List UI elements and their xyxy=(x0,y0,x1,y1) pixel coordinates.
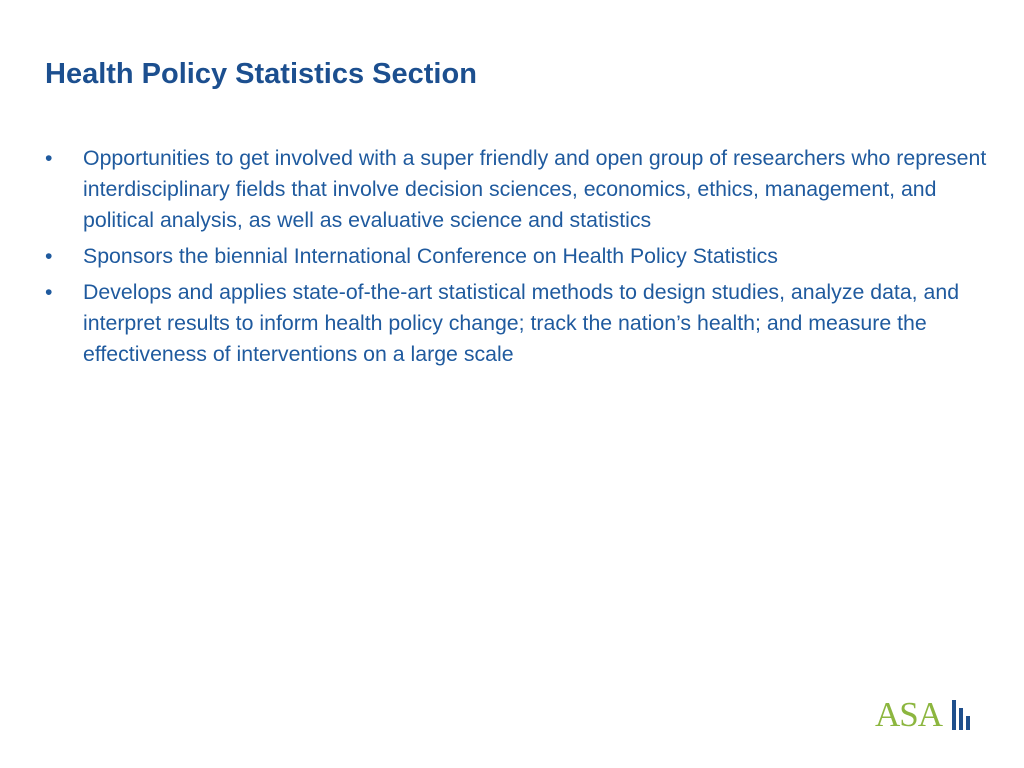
bullet-marker: • xyxy=(45,280,53,304)
bullet-item xyxy=(45,143,1005,236)
bullet-item xyxy=(45,241,1005,272)
bullet-text: Develops and applies state-of-the-art statistical methods to design studies, analyze data, and interpret results to inform health policy change; track the nation’s health; and measure the effectiveness of interventions on a large scale xyxy=(83,280,960,366)
bar-chart-icon xyxy=(951,700,973,730)
bullet-marker: • xyxy=(45,244,53,268)
slide-title: Health Policy Statistics Section xyxy=(45,58,477,90)
bullet-list xyxy=(45,143,1005,375)
bullet-text: Opportunities to get involved with a super friendly and open group of researchers who represent interdisciplinary fields that involve decision sciences, economics, ethics, management, and political analysis, as well as evaluative science and statistics xyxy=(83,146,987,232)
logo-text: ASA xyxy=(875,695,943,734)
bullet-text: Sponsors the biennial International Conference on Health Policy Statistics xyxy=(83,244,778,268)
bullet-marker: • xyxy=(45,146,53,170)
bullet-item xyxy=(45,277,1005,370)
asa-logo xyxy=(875,693,975,737)
